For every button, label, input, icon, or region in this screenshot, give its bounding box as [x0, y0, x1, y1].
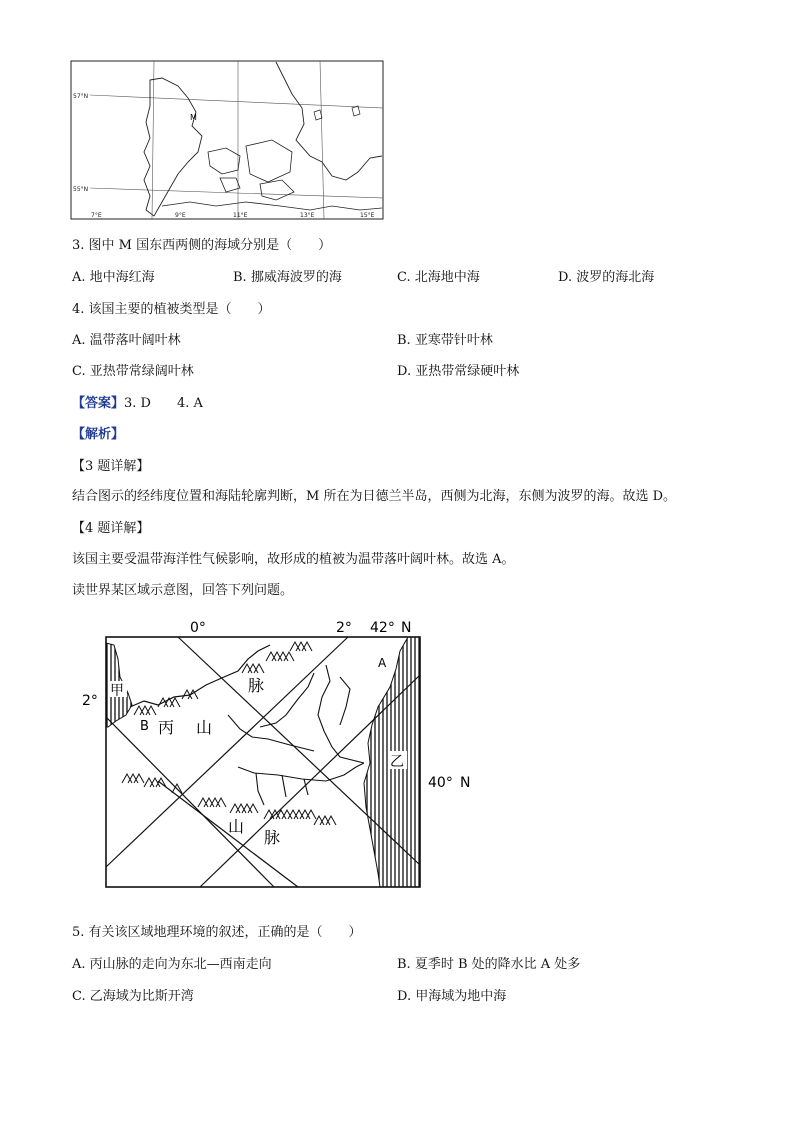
map1-country-label: M	[190, 113, 197, 122]
region-map	[78, 615, 478, 895]
map2-intro: 读世界某区域示意图，回答下列问题。	[72, 583, 294, 598]
sea-yi-label: 乙	[390, 754, 404, 770]
denmark-map-figure	[70, 60, 386, 222]
point-a-label: A	[378, 656, 387, 670]
map1-lon-label: 15°E	[360, 212, 375, 219]
q3-stem: 3. 图中 M 国东西两侧的海域分别是（ ）	[72, 238, 332, 253]
analysis-label: 【解析】	[72, 427, 125, 442]
q4-option-d: D. 亚热带常绿硬叶林	[397, 364, 520, 379]
range-bing-char3: 脉	[248, 676, 265, 695]
q3-option-c: C. 北海地中海	[397, 270, 480, 285]
q4-option-a: A. 温带落叶阔叶林	[72, 333, 181, 348]
detail3-label: 【3 题详解】	[72, 459, 150, 474]
detail4-text: 该国主要受温带海洋性气候影响，故形成的植被为温带落叶阔叶林。故选 A。	[72, 552, 515, 567]
answer-line	[72, 392, 203, 411]
q4-option-b: B. 亚寒带针叶林	[397, 333, 493, 348]
detail4-label: 【4 题详解】	[72, 521, 150, 536]
range-lower-char1: 山	[228, 817, 245, 836]
map1-lon-label: 7°E	[91, 212, 102, 219]
lon-0-label: 0°	[190, 620, 206, 636]
lat-42-label: 42°	[370, 620, 395, 636]
lat-40-north-letter: N	[460, 775, 471, 791]
range-bing-char2: 山	[196, 718, 213, 737]
map1-lon-label: 13°E	[300, 212, 315, 219]
lat-40-label: 40°	[428, 775, 453, 791]
q3-option-d: D. 波罗的海北海	[558, 270, 655, 285]
sea-jia-label: 甲	[110, 683, 124, 699]
north-letter: N	[401, 620, 412, 636]
detail3-text: 结合图示的经纬度位置和海陆轮廓判断，M 所在为日德兰半岛，西侧为北海，东侧为波罗的海。故选 D。	[72, 489, 676, 504]
q4-option-c: C. 亚热带常绿阔叶林	[72, 364, 194, 379]
q4-stem: 4. 该国主要的植被类型是（ ）	[72, 302, 271, 317]
q5-stem: 5. 有关该区域地理环境的叙述，正确的是（ ）	[72, 925, 362, 940]
q5-option-d: D. 甲海域为地中海	[397, 989, 507, 1004]
map1-lon-label: 9°E	[175, 212, 186, 219]
range-bing-char1: 丙	[158, 718, 175, 737]
denmark-map	[70, 60, 386, 222]
map1-lat-top-label: 57°N	[73, 93, 89, 100]
answer-label: 【答案】	[72, 396, 125, 411]
range-lower-char2: 脉	[264, 828, 281, 847]
lon-2-label: 2°	[336, 620, 352, 636]
q5-option-b: B. 夏季时 B 处的降水比 A 处多	[397, 957, 581, 972]
map1-lon-label: 11°E	[233, 212, 248, 219]
map1-lat-bottom-label: 55°N	[73, 186, 89, 193]
q3-option-a: A. 地中海红海	[72, 270, 155, 285]
q5-option-c: C. 乙海域为比斯开湾	[72, 989, 194, 1004]
answer-text: 3. D 4. A	[124, 396, 203, 411]
q5-option-a: A. 丙山脉的走向为东北—西南走向	[72, 957, 272, 972]
lat-2-label: 2°	[82, 693, 98, 709]
region-map-figure	[78, 615, 478, 895]
point-b-label: B	[140, 719, 149, 734]
q3-option-b: B. 挪威海波罗的海	[233, 270, 342, 285]
